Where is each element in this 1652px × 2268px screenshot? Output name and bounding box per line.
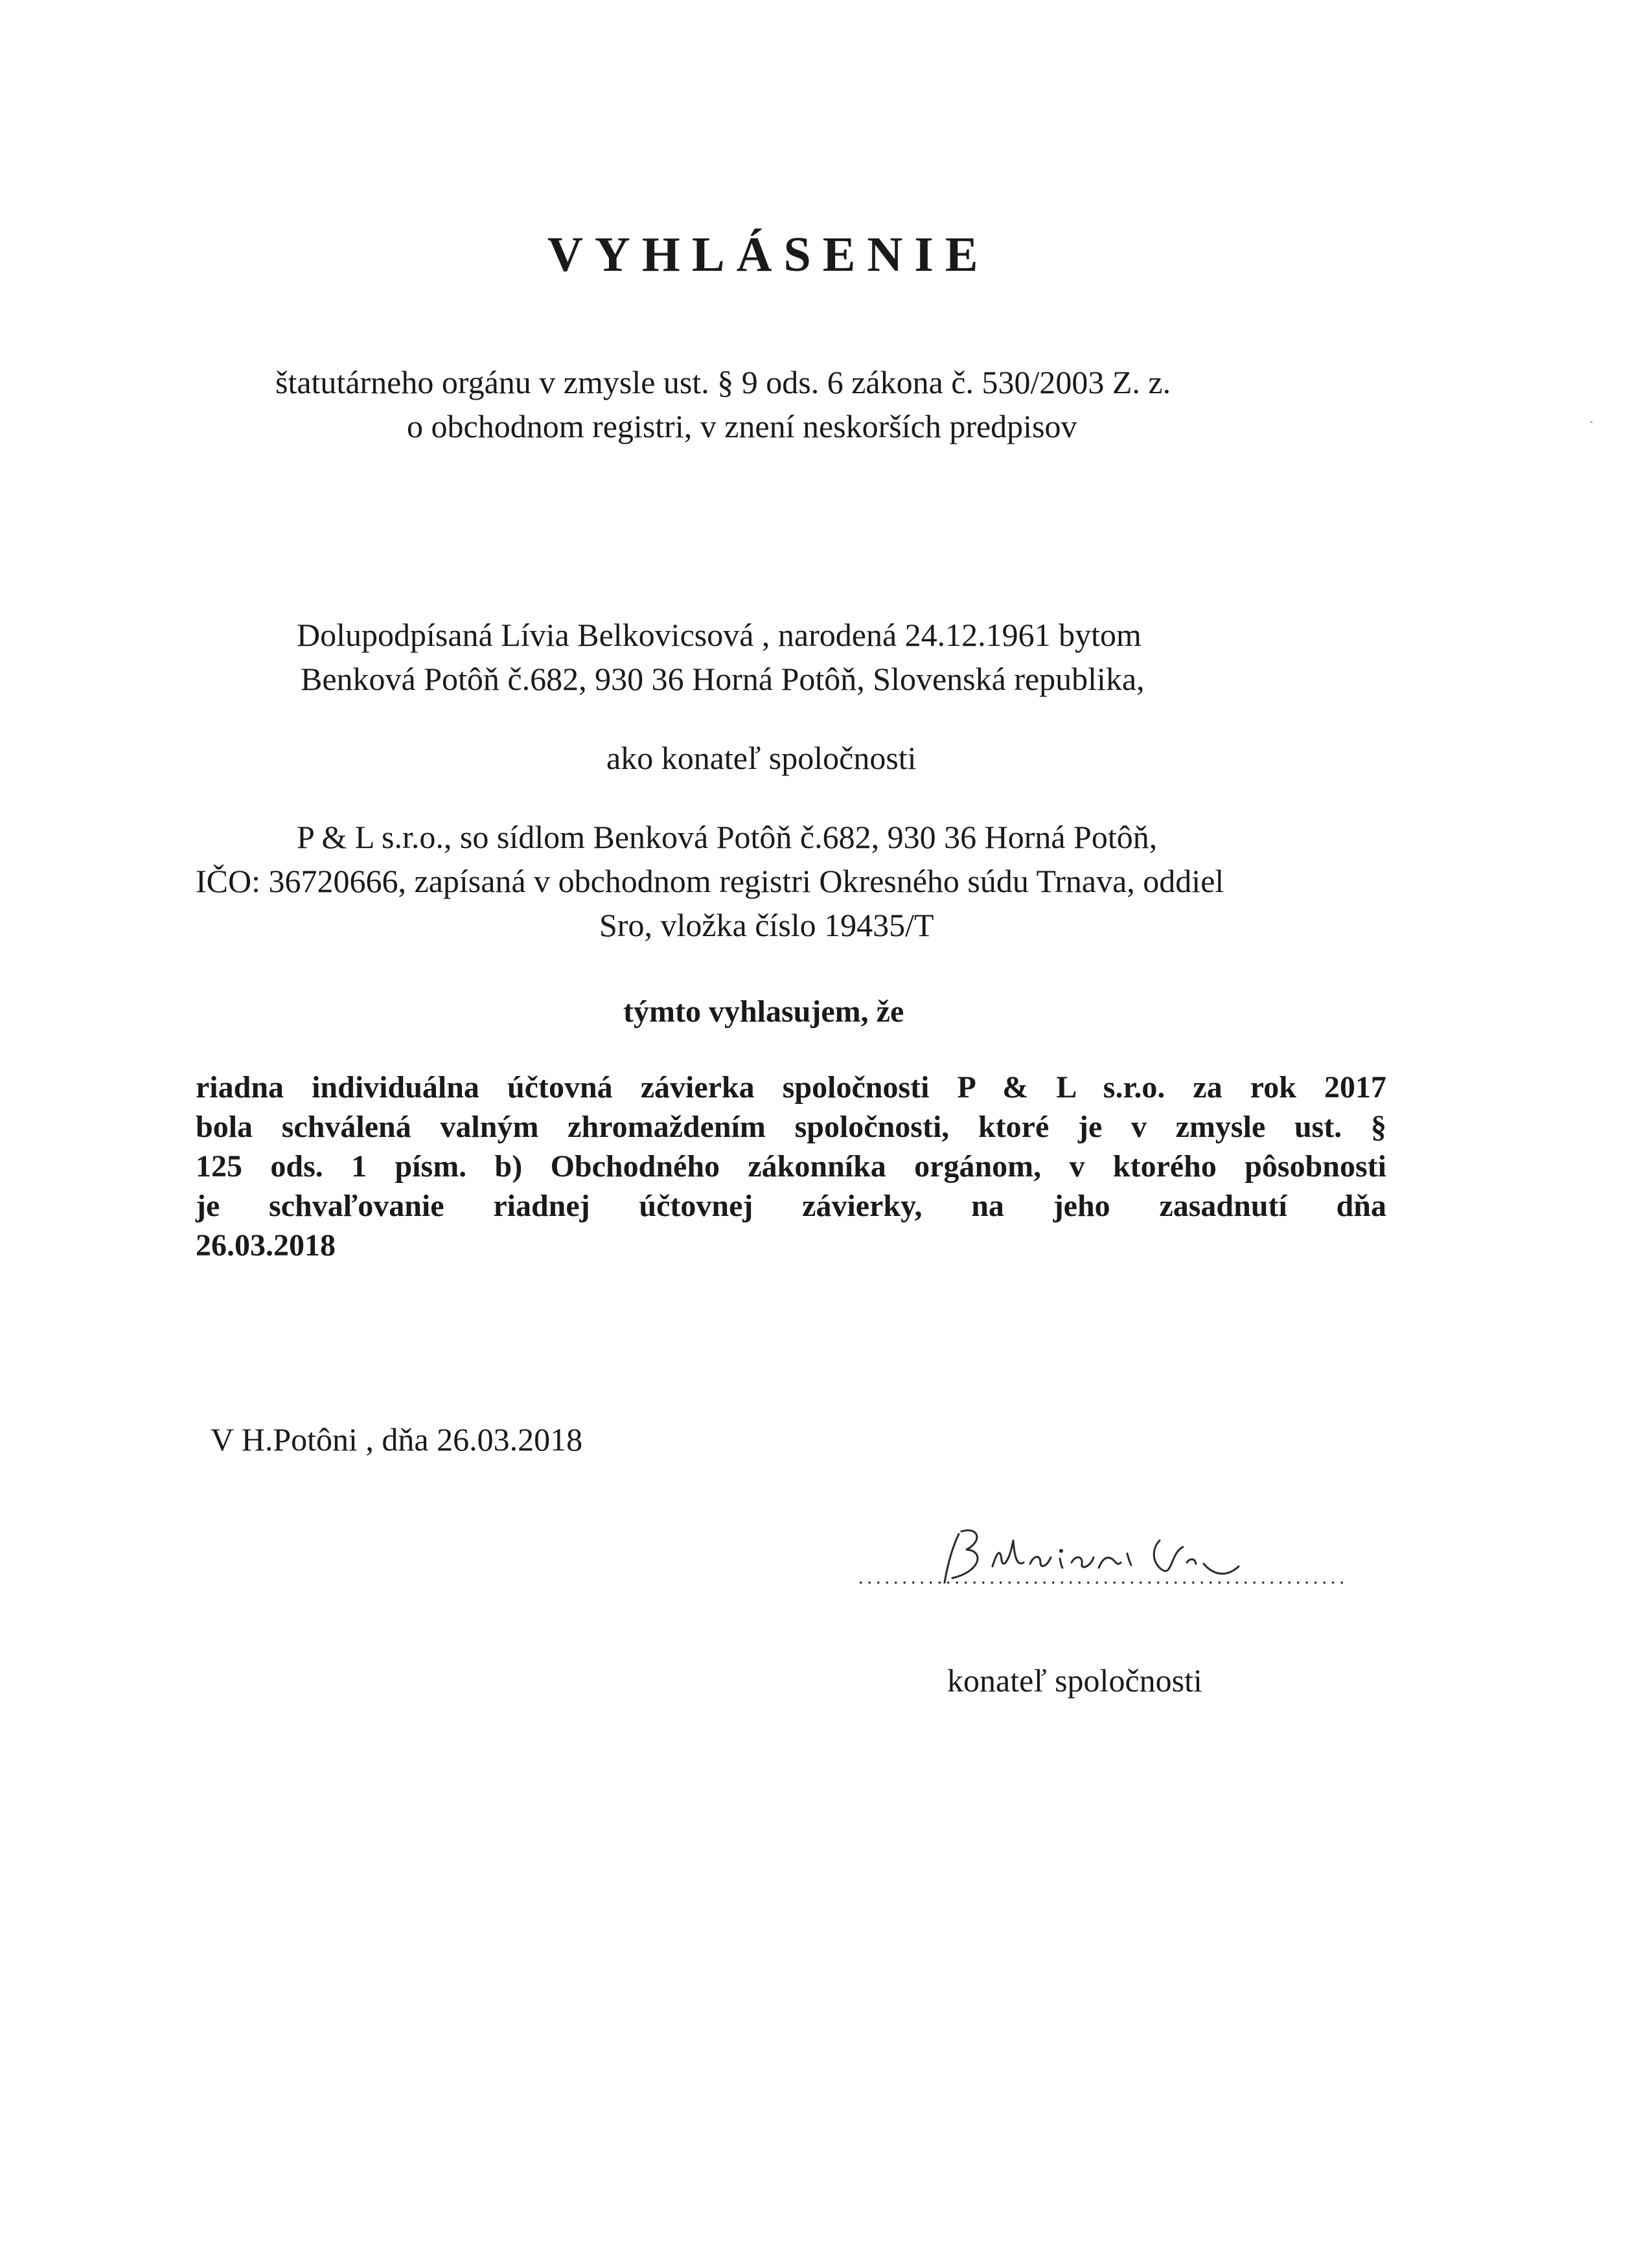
document-title: VYHLÁSENIE (547, 227, 990, 282)
declarant-line-2: Benková Potôň č.682, 930 36 Horná Potôň, Slovenská republika, (301, 661, 1145, 697)
statement-line: je schvaľovanie riadnej účtovnej závierky, na jeho zasadnutí dňa (196, 1189, 1386, 1223)
subtitle-line-2: o obchodnom registri, v znení neskorších predpisov (407, 408, 1077, 444)
place-date-line: V H.Potôni , dňa 26.03.2018 (211, 1421, 583, 1458)
statement-line: 125 ods. 1 písm. b) Obchodného zákonníka orgánom, v ktorého pôsobnosti (196, 1149, 1386, 1184)
statement-line: 26.03.2018 (196, 1228, 336, 1263)
statement-paragraph (196, 1068, 1386, 1265)
declaration-intro: týmto vyhlasujem, že (623, 994, 904, 1029)
subtitle-line-1: štatutárneho orgánu v zmysle ust. § 9 ods. 6 zákona č. 530/2003 Z. z. (275, 364, 1171, 400)
scan-speck (1590, 421, 1592, 423)
statement-line: riadna individuálna účtovná závierka spoločnosti P & L s.r.o. za rok 2017 (196, 1070, 1386, 1105)
declarant-line-1: Dolupodpísaná Lívia Belkovicsová , narodená 24.12.1961 bytom (297, 617, 1141, 653)
company-line-3: Sro, vložka číslo 19435/T (599, 907, 934, 943)
role-line: ako konateľ spoločnosti (606, 740, 917, 776)
company-line-2: IČO: 36720666, zapísaná v obchodnom registri Okresného súdu Trnava, oddiel (196, 863, 1224, 899)
signature-line (856, 1581, 1349, 1585)
statement-line: bola schválená valným zhromaždením spoločnosti, ktoré je v zmysle ust. § (196, 1110, 1386, 1144)
company-line-1: P & L s.r.o., so sídlom Benková Potôň č.682, 930 36 Horná Potôň, (297, 819, 1158, 855)
signature-caption: konateľ spoločnosti (947, 1662, 1202, 1699)
